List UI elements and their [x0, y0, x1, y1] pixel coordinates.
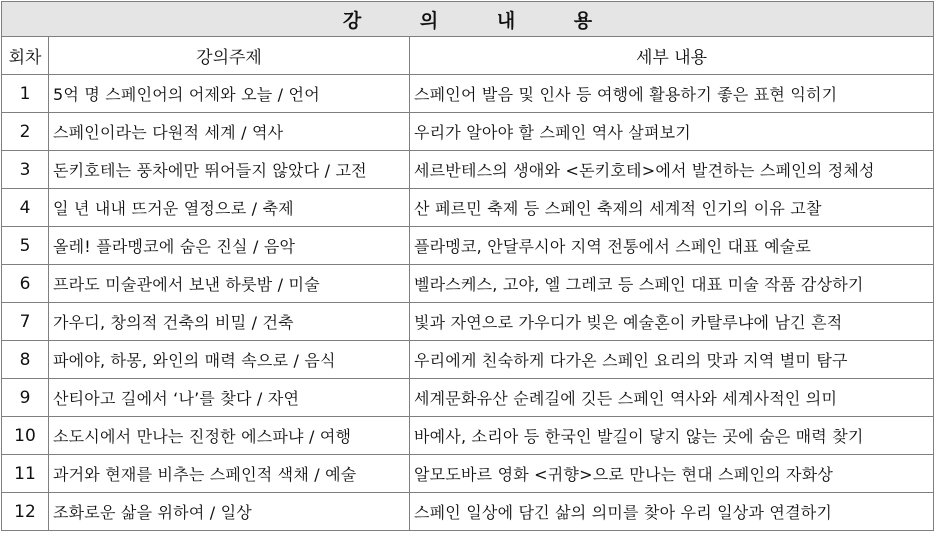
lecture-table-container	[1, 1, 933, 531]
lecture-detail: 벨라스케스, 고야, 엘 그레코 등 스페인 대표 미술 작품 감상하기	[410, 265, 934, 303]
lecture-topic: 조화로운 삶을 위하여 / 일상	[49, 493, 410, 531]
lecture-topic: 가우디, 창의적 건축의 비밀 / 건축	[49, 303, 410, 341]
session-number: 8	[2, 341, 49, 379]
table-row	[2, 341, 934, 379]
lecture-topic: 소도시에서 만나는 진정한 에스파냐 / 여행	[49, 417, 410, 455]
lecture-topic: 5억 명 스페인어의 어제와 오늘 / 언어	[49, 75, 410, 113]
session-number: 9	[2, 379, 49, 417]
table-row	[2, 75, 934, 113]
table-row	[2, 455, 934, 493]
header-session: 회차	[2, 37, 49, 75]
table-row	[2, 417, 934, 455]
lecture-detail: 알모도바르 영화 <귀향>으로 만나는 현대 스페인의 자화상	[410, 455, 934, 493]
session-number: 7	[2, 303, 49, 341]
table-title: 강 의 내 용	[2, 2, 934, 37]
session-number: 12	[2, 493, 49, 531]
header-row	[2, 37, 934, 75]
lecture-detail: 산 페르민 축제 등 스페인 축제의 세계적 인기의 이유 고찰	[410, 189, 934, 227]
session-number: 1	[2, 75, 49, 113]
lecture-topic: 파에야, 하몽, 와인의 매력 속으로 / 음식	[49, 341, 410, 379]
lecture-detail: 스페인어 발음 및 인사 등 여행에 활용하기 좋은 표현 익히기	[410, 75, 934, 113]
table-row	[2, 265, 934, 303]
table-row	[2, 493, 934, 531]
lecture-detail: 우리에게 친숙하게 다가온 스페인 요리의 맛과 지역 별미 탐구	[410, 341, 934, 379]
session-number: 6	[2, 265, 49, 303]
lecture-detail: 스페인 일상에 담긴 삶의 의미를 찾아 우리 일상과 연결하기	[410, 493, 934, 531]
lecture-topic: 과거와 현재를 비추는 스페인적 색채 / 예술	[49, 455, 410, 493]
session-number: 11	[2, 455, 49, 493]
lecture-detail: 세계문화유산 순례길에 깃든 스페인 역사와 세계사적인 의미	[410, 379, 934, 417]
lecture-detail: 빛과 자연으로 가우디가 빚은 예술혼이 카탈루냐에 남긴 흔적	[410, 303, 934, 341]
session-number: 4	[2, 189, 49, 227]
table-row	[2, 151, 934, 189]
lecture-topic: 산티아고 길에서 ‘나’를 찾다 / 자연	[49, 379, 410, 417]
session-number: 5	[2, 227, 49, 265]
lecture-detail: 바예사, 소리아 등 한국인 발길이 닿지 않는 곳에 숨은 매력 찾기	[410, 417, 934, 455]
lecture-detail: 우리가 알아야 할 스페인 역사 살펴보기	[410, 113, 934, 151]
lecture-topic: 프라도 미술관에서 보낸 하룻밤 / 미술	[49, 265, 410, 303]
session-number: 2	[2, 113, 49, 151]
table-row	[2, 227, 934, 265]
lecture-topic: 스페인이라는 다원적 세계 / 역사	[49, 113, 410, 151]
table-row	[2, 379, 934, 417]
lecture-topic: 돈키호테는 풍차에만 뛰어들지 않았다 / 고전	[49, 151, 410, 189]
lecture-table	[1, 1, 934, 531]
table-row	[2, 303, 934, 341]
session-number: 10	[2, 417, 49, 455]
lecture-detail: 플라멩코, 안달루시아 지역 전통에서 스페인 대표 예술로	[410, 227, 934, 265]
session-number: 3	[2, 151, 49, 189]
header-topic: 강의주제	[49, 37, 410, 75]
lecture-topic: 일 년 내내 뜨거운 열정으로 / 축제	[49, 189, 410, 227]
lecture-detail: 세르반테스의 생애와 <돈키호테>에서 발견하는 스페인의 정체성	[410, 151, 934, 189]
header-detail: 세부 내용	[410, 37, 934, 75]
title-row	[2, 2, 934, 37]
table-row	[2, 189, 934, 227]
table-row	[2, 113, 934, 151]
lecture-topic: 올레! 플라멩코에 숨은 진실 / 음악	[49, 227, 410, 265]
